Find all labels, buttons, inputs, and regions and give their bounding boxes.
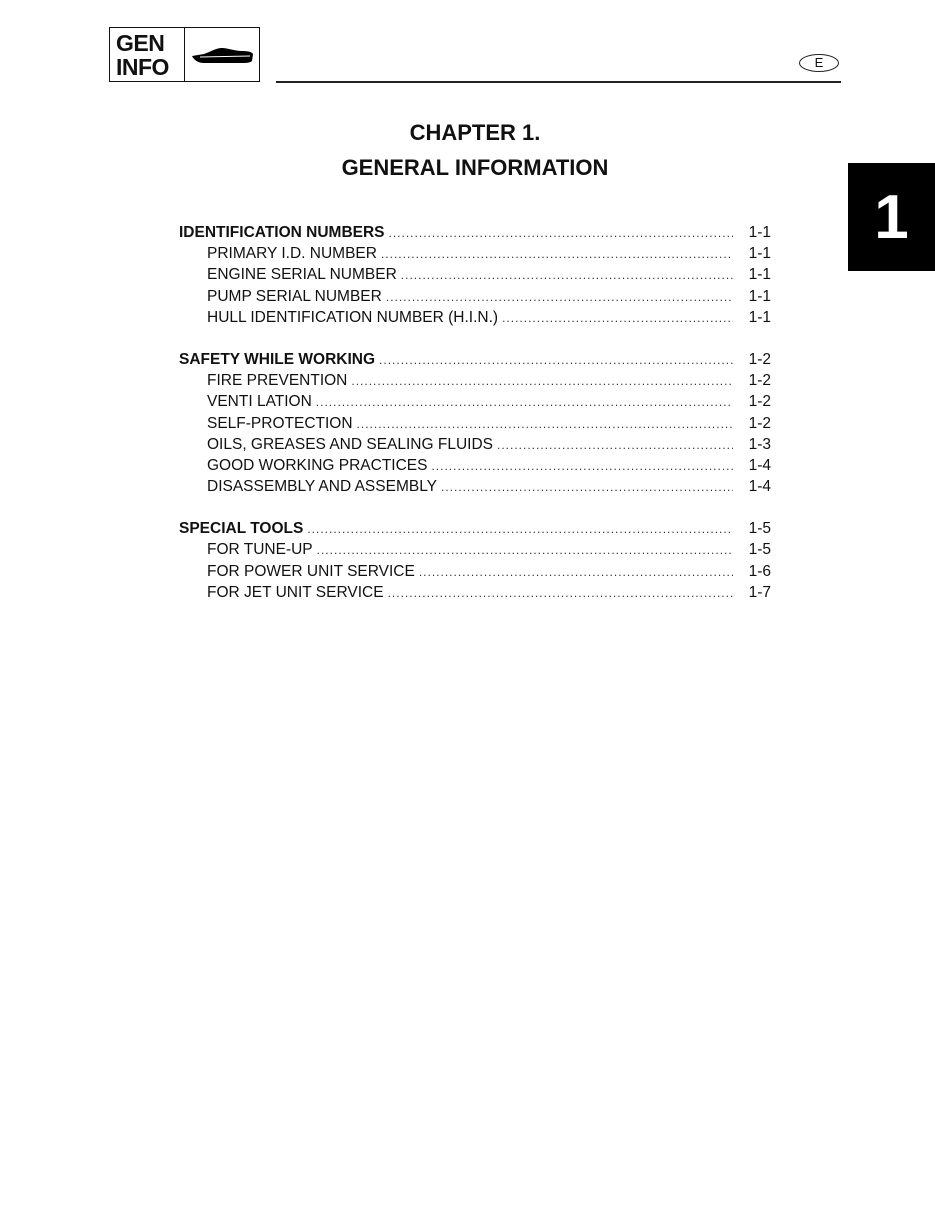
personal-watercraft-icon	[185, 28, 259, 81]
header-rule	[276, 81, 841, 83]
toc-entry-page: 1-6	[748, 562, 771, 580]
toc-subentry[interactable]	[179, 436, 771, 457]
toc-section-safety	[179, 351, 771, 499]
toc-entry-label: GOOD WORKING PRACTICES	[207, 456, 428, 474]
toc-entry-page: 1-4	[748, 478, 771, 496]
leader-dots	[386, 290, 733, 304]
toc-subentry[interactable]	[179, 457, 771, 478]
language-badge: E	[799, 54, 839, 72]
leader-dots	[388, 586, 733, 600]
toc-subentry[interactable]	[179, 415, 771, 436]
leader-dots	[431, 459, 733, 473]
section-label	[110, 28, 185, 81]
section-label-line2: INFO	[116, 53, 169, 80]
toc-entry-page: 1-2	[748, 350, 771, 368]
toc-entry-page: 1-2	[748, 414, 771, 432]
toc-entry-page: 1-2	[748, 393, 771, 411]
leader-dots	[389, 226, 733, 240]
section-header-box	[109, 27, 260, 82]
toc-entry-label: DISASSEMBLY AND ASSEMBLY	[207, 478, 438, 496]
toc-subentry[interactable]	[179, 393, 771, 414]
toc-entry-page: 1-5	[748, 541, 771, 559]
toc-subentry[interactable]	[179, 245, 771, 266]
toc-subentry[interactable]	[179, 266, 771, 287]
toc-entry-label: VENTI LATION	[207, 393, 312, 411]
toc-entry-page: 1-2	[748, 372, 771, 390]
toc-entry-label: SAFETY WHILE WORKING	[179, 350, 376, 368]
toc-entry[interactable]	[179, 224, 771, 245]
toc-subentry[interactable]	[179, 584, 771, 605]
leader-dots	[351, 374, 733, 388]
toc-entry[interactable]	[179, 351, 771, 372]
toc-entry-label: FIRE PREVENTION	[207, 372, 348, 390]
leader-dots	[379, 353, 733, 367]
toc-entry-label: HULL IDENTIFICATION NUMBER (H.I.N.)	[207, 308, 499, 326]
toc-entry-label: PRIMARY I.D. NUMBER	[207, 245, 377, 263]
toc-entry-label: FOR TUNE-UP	[207, 541, 313, 559]
chapter-name-title: GENERAL INFORMATION	[341, 155, 609, 180]
toc-entry-label: PUMP SERIAL NUMBER	[207, 287, 382, 305]
leader-dots	[502, 311, 733, 325]
toc-entry-page: 1-3	[748, 435, 771, 453]
toc-entry-page: 1-1	[748, 224, 771, 241]
leader-dots	[497, 438, 733, 452]
toc-entry-page: 1-5	[748, 520, 771, 538]
toc-entry-label: SELF-PROTECTION	[207, 414, 353, 432]
toc-entry-page: 1-1	[748, 245, 771, 263]
toc-entry-page: 1-1	[748, 266, 771, 284]
toc-entry-page: 1-7	[748, 583, 771, 601]
toc-entry-label: IDENTIFICATION NUMBERS	[179, 224, 385, 241]
toc-entry[interactable]	[179, 520, 771, 541]
toc-entry-label: FOR JET UNIT SERVICE	[207, 583, 384, 601]
table-of-contents	[179, 224, 771, 626]
toc-entry-page: 1-1	[748, 287, 771, 305]
leader-dots	[419, 565, 733, 579]
toc-section-special-tools	[179, 520, 771, 605]
toc-subentry[interactable]	[179, 563, 771, 584]
toc-subentry[interactable]	[179, 309, 771, 330]
chapter-number-title: CHAPTER 1.	[409, 120, 541, 145]
toc-subentry[interactable]	[179, 372, 771, 393]
toc-entry-label: FOR POWER UNIT SERVICE	[207, 562, 415, 580]
toc-entry-label: ENGINE SERIAL NUMBER	[207, 266, 397, 284]
toc-entry-page: 1-1	[748, 308, 771, 326]
toc-entry-label: OILS, GREASES AND SEALING FLUIDS	[207, 435, 493, 453]
leader-dots	[381, 247, 733, 261]
toc-subentry[interactable]	[179, 478, 771, 499]
toc-subentry[interactable]	[179, 541, 771, 562]
leader-dots	[441, 480, 733, 494]
leader-dots	[317, 543, 733, 557]
toc-entry-label: SPECIAL TOOLS	[179, 520, 304, 538]
chapter-tab: 1	[848, 163, 935, 271]
toc-section-identification	[179, 224, 771, 330]
toc-subentry[interactable]	[179, 288, 771, 309]
leader-dots	[316, 395, 733, 409]
toc-entry-page: 1-4	[748, 456, 771, 474]
leader-dots	[307, 522, 733, 536]
section-label-line1: GEN	[116, 29, 165, 56]
leader-dots	[401, 268, 733, 282]
leader-dots	[357, 417, 733, 431]
